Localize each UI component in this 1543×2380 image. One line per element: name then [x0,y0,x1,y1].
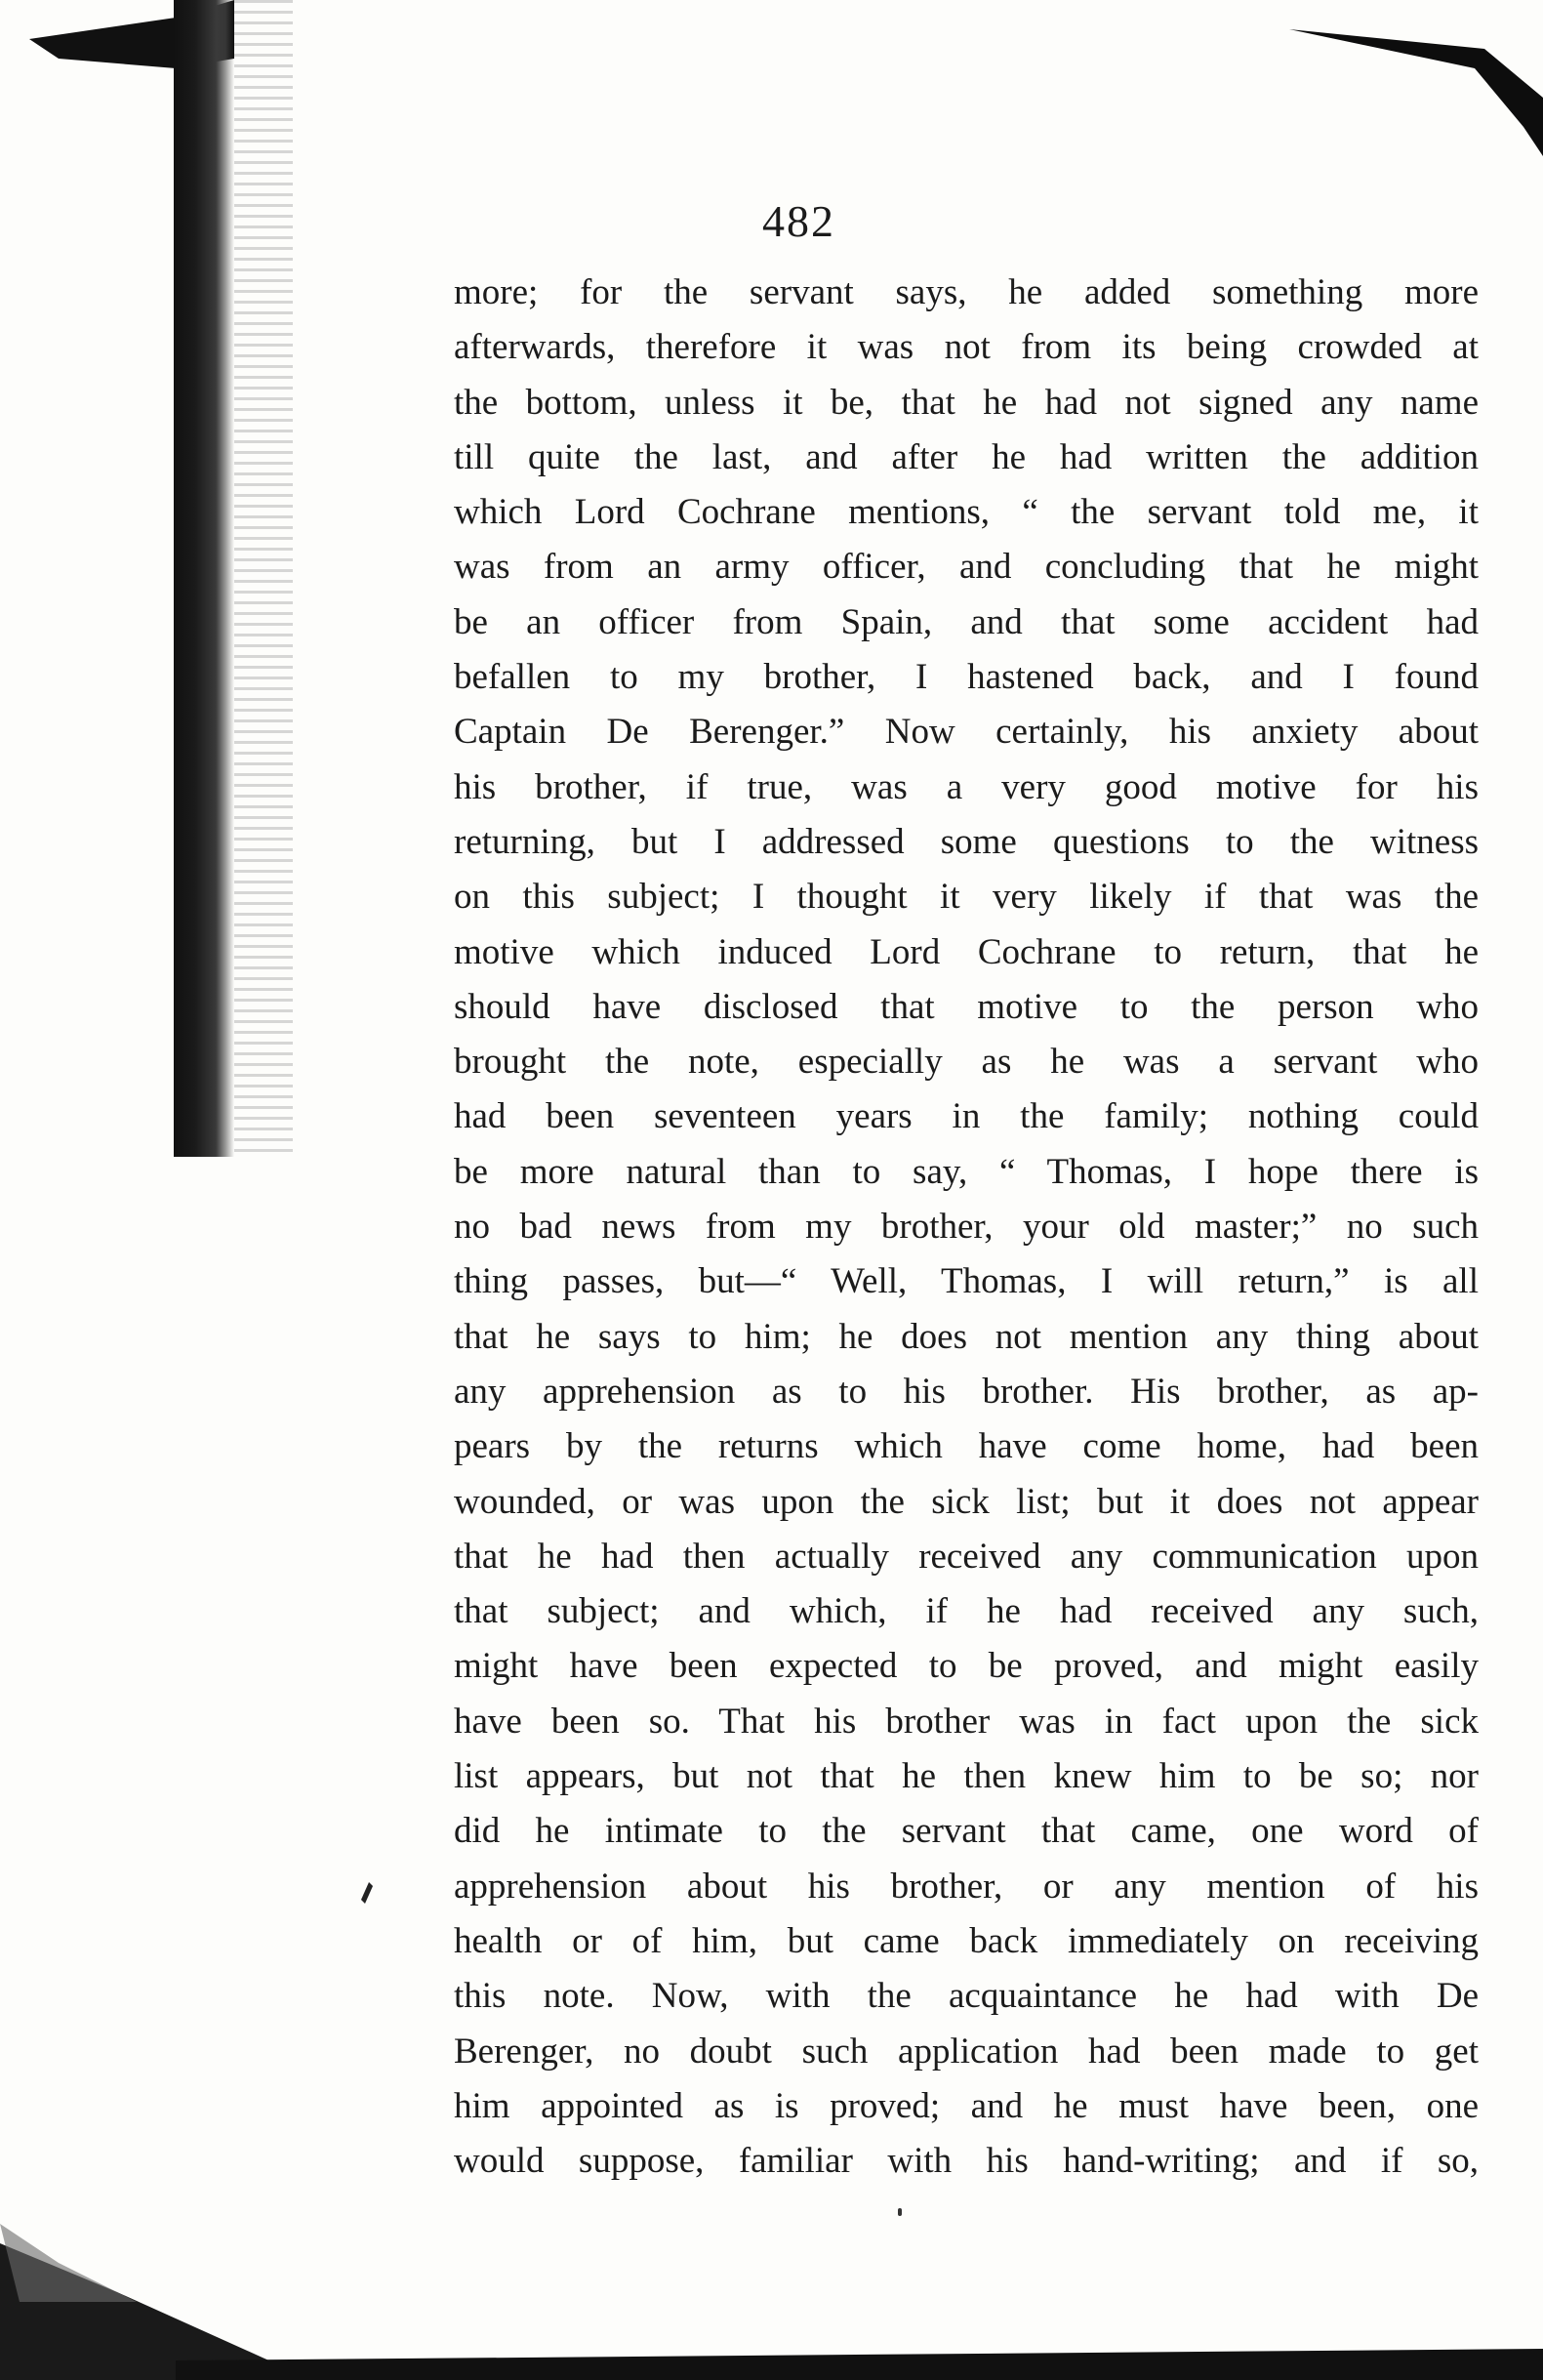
text-line: afterwards, therefore it was not from its being crowded at [454,327,1479,368]
text-line: this note. Now, with the acquaintance he had with De [454,1976,1479,2017]
text-line: pears by the returns which have come home, had been [454,1426,1479,1467]
text-line: him appointed as is proved; and he must have been, one [454,2085,1479,2126]
text-line: wounded, or was upon the sick list; but it does not appear [454,1481,1479,1522]
text-line: list appears, but not that he then knew him to be so; nor [454,1756,1479,1797]
text-line: that he had then actually received any communication upon [454,1536,1479,1577]
text-line: be more natural than to say, “ Thomas, I hope there is [454,1151,1479,1192]
top-right-page-curl [1289,0,1543,156]
text-line: was from an army officer, and concluding that he might [454,547,1479,588]
text-line: health or of him, but came back immediately on receiving [454,1920,1479,1961]
text-line: returning, but I addressed some questions to the witness [454,821,1479,862]
text-line: Captain De Berenger.” Now certainly, his anxiety about [454,712,1479,753]
spine-speckle [234,0,293,1157]
text-line: befallen to my brother, I hastened back, and I found [454,657,1479,698]
ink-mark [359,1882,373,1904]
text-line: Berenger, no doubt such application had been made to get [454,2031,1479,2072]
body-text [454,266,1479,2189]
spine-bar [174,0,234,1157]
text-line: thing passes, but—“ Well, Thomas, I will return,” is all [454,1261,1479,1302]
text-line: motive which induced Lord Cochrane to return, that he [454,931,1479,972]
text-line: on this subject; I thought it very likely if that was the [454,877,1479,918]
text-line: which Lord Cochrane mentions, “ the servant told me, it [454,492,1479,533]
text-line: more; for the servant says, he added something more [454,272,1479,312]
text-line: apprehension about his brother, or any mention of his [454,1866,1479,1907]
text-line: had been seventeen years in the family; nothing could [454,1096,1479,1137]
text-line: any apprehension as to his brother. His brother, as ap- [454,1371,1479,1412]
text-line: should have disclosed that motive to the person who [454,986,1479,1027]
text-line: might have been expected to be proved, and might easily [454,1646,1479,1687]
ink-dot [898,2208,902,2216]
text-line: would suppose, familiar with his hand-writing; and if so, [454,2141,1479,2182]
text-line: no bad news from my brother, your old master;” no such [454,1207,1479,1248]
text-line: have been so. That his brother was in fact upon the sick [454,1701,1479,1742]
text-line: brought the note, especially as he was a servant who [454,1042,1479,1083]
text-line: till quite the last, and after he had written the addition [454,436,1479,477]
page-number: 482 [762,196,835,246]
text-line: did he intimate to the servant that came, one word of [454,1811,1479,1852]
text-line: his brother, if true, was a very good motive for his [454,766,1479,807]
binding-shadow [0,0,293,2380]
text-line: be an officer from Spain, and that some accident had [454,601,1479,642]
text-line: that he says to him; he does not mention any thing about [454,1316,1479,1357]
bottom-page-edge [176,2321,1543,2380]
text-line: the bottom, unless it be, that he had not signed any name [454,382,1479,423]
text-line: that subject; and which, if he had received any such, [454,1591,1479,1632]
